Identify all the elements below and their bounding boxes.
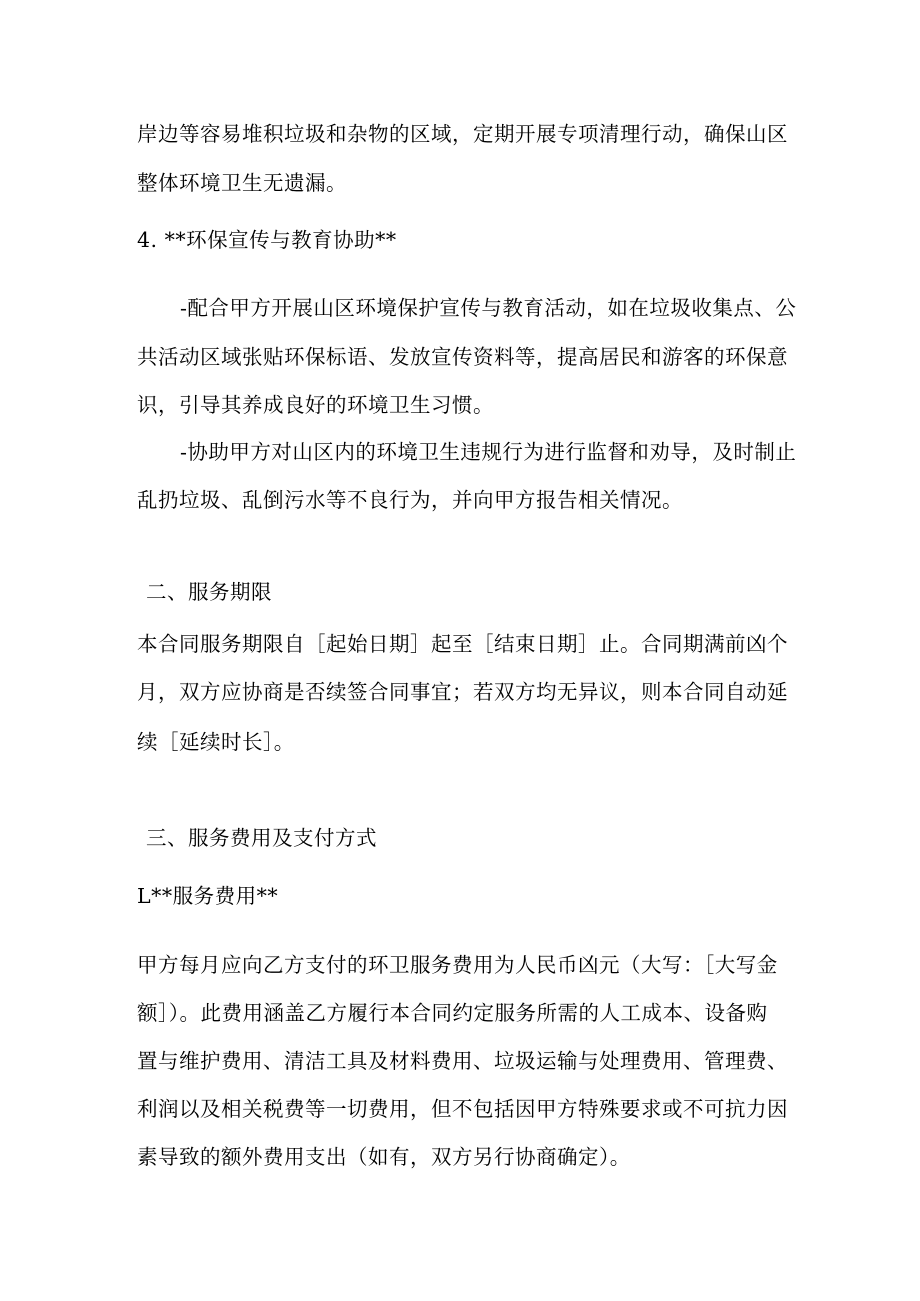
item-heading: 4. **环保宣传与教育协助** — [137, 228, 397, 252]
paragraph-line: 素导致的额外费用支出（如有，双方另行协商确定）。 — [137, 1145, 631, 1169]
paragraph-line: 共活动区域张贴环保标语、发放宣传资料等，提高居民和游客的环保意 — [137, 345, 788, 369]
paragraph-line: 乱扔垃圾、乱倒污水等不良行为，并向甲方报告相关情况。 — [137, 488, 683, 512]
paragraph-line: 续［延续时长］。 — [137, 730, 295, 754]
section-heading: 二、服务期限 — [146, 580, 272, 604]
paragraph-line: 识，引导其养成良好的环境卫生习惯。 — [137, 393, 494, 417]
paragraph-line: 岸边等容易堆积垃圾和杂物的区域，定期开展专项清理行动，确保山区 — [137, 122, 788, 146]
paragraph-line: 月，双方应协商是否续签合同事宜；若双方均无异议，则本合同自动延 — [137, 680, 788, 704]
paragraph-line: -协助甲方对山区内的环境卫生违规行为进行监督和劝导，及时制止 — [180, 440, 797, 464]
paragraph-line: 置与维护费用、清洁工具及材料费用、垃圾运输与处理费用、管理费、 — [137, 1049, 788, 1073]
paragraph-line: 本合同服务期限自［起始日期］起至［结束日期］止。合同期满前凶个 — [137, 632, 788, 656]
paragraph-line: -配合甲方开展山区环境保护宣传与教育活动，如在垃圾收集点、公 — [180, 296, 797, 320]
paragraph-line: 整体环境卫生无遗漏。 — [137, 171, 347, 195]
paragraph-line: 额］）。此费用涵盖乙方履行本合同约定服务所需的人工成本、设备购 — [137, 1001, 768, 1025]
paragraph-line: 甲方每月应向乙方支付的环卫服务费用为人民币凶元（大写：［大写金 — [137, 953, 778, 977]
subsection-heading: L**服务费用** — [137, 884, 279, 908]
paragraph-line: 利润以及相关税费等一切费用，但不包括因甲方特殊要求或不可抗力因 — [137, 1097, 788, 1121]
section-heading: 三、服务费用及支付方式 — [146, 826, 377, 850]
